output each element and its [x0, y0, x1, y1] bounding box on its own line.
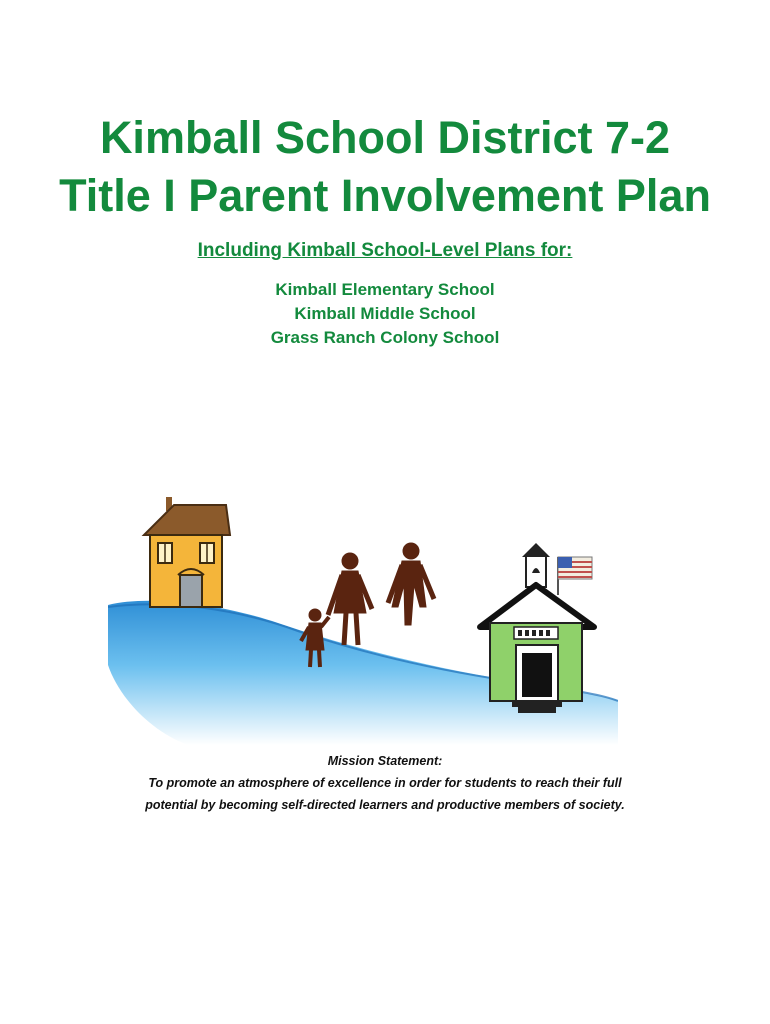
- house-icon: [144, 497, 230, 607]
- subtitle: Including Kimball School-Level Plans for:: [197, 240, 573, 261]
- school-list: [0, 278, 770, 350]
- mission-line-1: To promote an atmosphere of excellence in order for students to reach their full: [148, 776, 622, 790]
- school-item: Kimball Elementary School: [275, 280, 495, 299]
- mission-heading: Mission Statement:: [327, 754, 443, 768]
- mission-statement: [0, 750, 770, 816]
- school-family-illustration: [108, 495, 618, 745]
- title-line-2: Title I Parent Involvement Plan: [59, 170, 711, 221]
- school-item: Grass Ranch Colony School: [270, 328, 500, 347]
- family-figures-icon: [301, 543, 434, 667]
- mission-line-2: potential by becoming self-directed learners and productive members of society.: [145, 798, 625, 812]
- title-line-1: Kimball School District 7-2: [99, 112, 671, 163]
- school-item: Kimball Middle School: [294, 304, 476, 323]
- flag-icon: [558, 557, 592, 595]
